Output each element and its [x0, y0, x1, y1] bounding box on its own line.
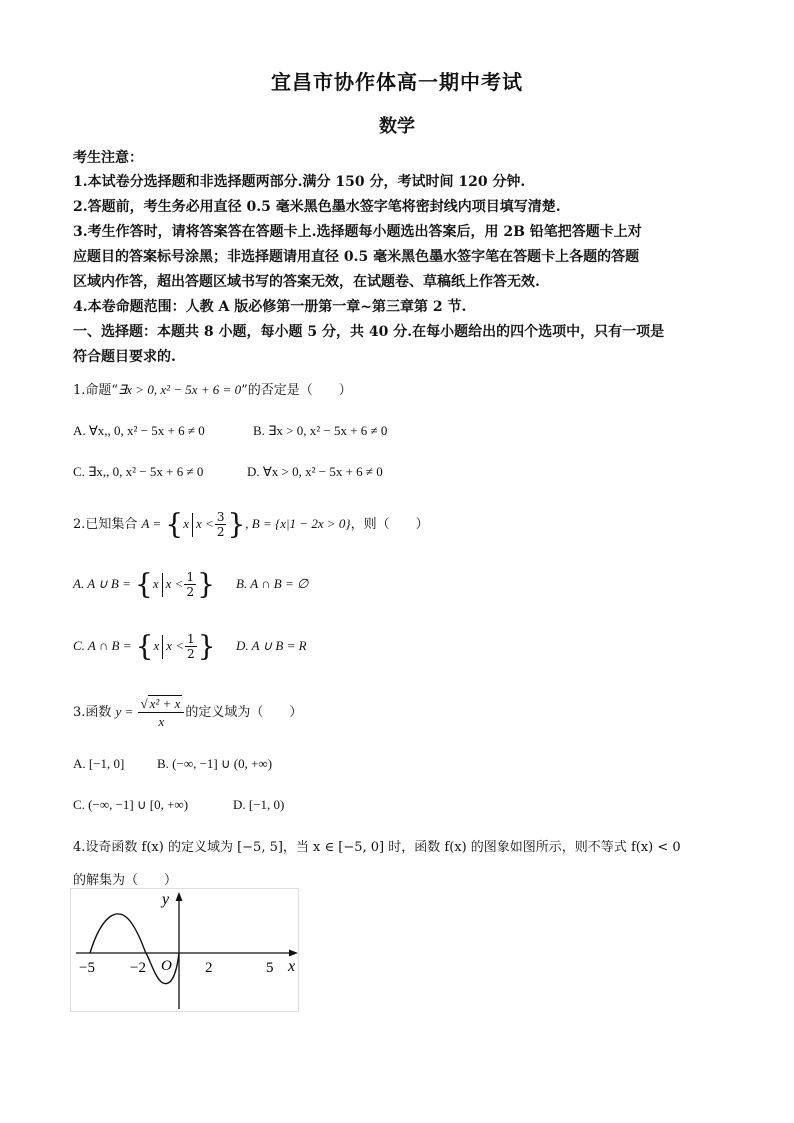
question-3: [73, 694, 733, 731]
subject-title: 数学: [379, 116, 415, 137]
left-brace-icon: {: [165, 507, 184, 541]
right-brace-icon: }: [227, 507, 246, 541]
section1-heading-cont: 符合题目要求的.: [73, 349, 176, 365]
notice-item-4: 4.本卷命题范围：人教 A 版必修第一册第一章~第三章第 2 节.: [73, 299, 467, 315]
q1-options-row1: [73, 419, 733, 443]
x-axis-label: x: [288, 958, 296, 975]
q1-option-d[interactable]: D. ∀x > 0, x² − 5x + 6 ≠ 0: [247, 464, 383, 479]
q3-option-c[interactable]: C. (−∞, −1] ∪ [0, +∞): [73, 797, 189, 812]
q1-options-row2: [73, 460, 733, 484]
graph-frame: [71, 889, 299, 1012]
set-bar-icon: [192, 513, 193, 537]
y-axis-label: y: [162, 891, 170, 908]
q3-y: y =: [115, 704, 134, 719]
q2-set-b: , B = {x|1 − 2x > 0}: [245, 516, 351, 531]
q2-suffix: ，则（ ）: [350, 517, 429, 532]
q2-options-row2: [73, 630, 733, 663]
q3-prefix: 3.函数: [73, 705, 112, 720]
function-graph: [70, 888, 310, 1013]
x-axis-arrow-icon: [289, 950, 298, 957]
q3-option-b[interactable]: B. (−∞, −1] ∪ (0, +∞): [157, 756, 273, 771]
q2-set-var: x: [183, 516, 190, 531]
notice-item-3c: 区域内作答，超出答题区域书写的答案无效，在试题卷、草稿纸上作答无效.: [73, 274, 540, 290]
q2-option-d[interactable]: D. A ∪ B = R: [236, 638, 307, 653]
q2-prefix: 2.已知集合: [73, 517, 138, 532]
q2-set-a-label: A =: [141, 516, 162, 531]
question-1: [73, 378, 733, 403]
q2-option-a[interactable]: A. A ∪ B = {x x < $\frac{1}{2}$ }: [73, 567, 215, 601]
tick-label-neg5: −5: [79, 960, 95, 976]
question-4-cont: 的解集为（ ）: [73, 873, 178, 888]
q3-option-a[interactable]: A. [−1, 0]: [73, 756, 125, 771]
question-4: 4.设奇函数 f(x) 的定义域为 [−5, 5]，当 x ∈ [−5, 0] 时，函数 f(x) 的图象如图所示，则不等式 f(x) < 0: [73, 840, 681, 855]
q2-option-c[interactable]: C. A ∩ B = {x x < $\frac{1}{2}$ }: [73, 629, 216, 663]
q3-option-d[interactable]: D. [−1, 0): [233, 797, 285, 812]
q1-option-b[interactable]: B. ∃x > 0, x² − 5x + 6 ≠ 0: [253, 423, 388, 438]
y-axis-arrow-icon: [176, 892, 183, 901]
q3-suffix: 的定义域为（ ）: [185, 705, 303, 720]
q1-option-c[interactable]: C. ∃x,, 0, x² − 5x + 6 ≠ 0: [73, 464, 204, 479]
q3-options-row1: [73, 752, 733, 776]
origin-label: O: [161, 958, 172, 974]
tick-label-2: 2: [205, 960, 213, 976]
q2-option-b[interactable]: B. A ∩ B = ∅: [236, 576, 309, 591]
q1-option-a[interactable]: A. ∀x,, 0, x² − 5x + 6 ≠ 0: [73, 423, 205, 438]
notice-item-3a: 3.考生作答时，请将答案答在答题卡上.选择题每小题选出答案后，用 2B 铅笔把答题卡上对: [73, 224, 642, 240]
tick-label-neg2: −2: [130, 960, 146, 976]
question-2: [73, 508, 733, 541]
q3-fraction: $\frac{\text{√ x² + x}}{x}$: [138, 695, 184, 730]
section1-heading: 一、选择题：本题共 8 小题，每小题 5 分，共 40 分.在每小题给出的四个选项中，只有一项是: [73, 324, 665, 340]
exam-title: 宜昌市协作体高一期中考试: [271, 70, 523, 94]
q1-suffix: ”的否定是（ ）: [241, 383, 352, 398]
notice-item-1: 1.本试卷分选择题和非选择题两部分.满分 150 分，考试时间 120 分钟.: [73, 174, 526, 190]
tick-label-5: 5: [266, 960, 274, 976]
notice-heading: 考生注意：: [73, 150, 143, 166]
q3-options-row2: [73, 793, 733, 817]
q1-prefix: 1.命题“: [73, 383, 119, 398]
fraction-3-2: $\frac{3}{2}$: [216, 510, 225, 539]
q2-options-row1: [73, 568, 733, 601]
q2-set-cond: x <: [196, 516, 214, 531]
notice-item-3b: 应题目的答案标号涂黑；非选择题请用直径 0.5 毫米黑色墨水签字笔在答题卡上各题的答题: [73, 249, 640, 265]
q1-expr: ∃x > 0, x² − 5x + 6 = 0: [118, 382, 242, 397]
notice-item-2: 2.答题前，考生务必用直径 0.5 毫米黑色墨水签字笔将密封线内项目填写清楚.: [73, 199, 561, 215]
